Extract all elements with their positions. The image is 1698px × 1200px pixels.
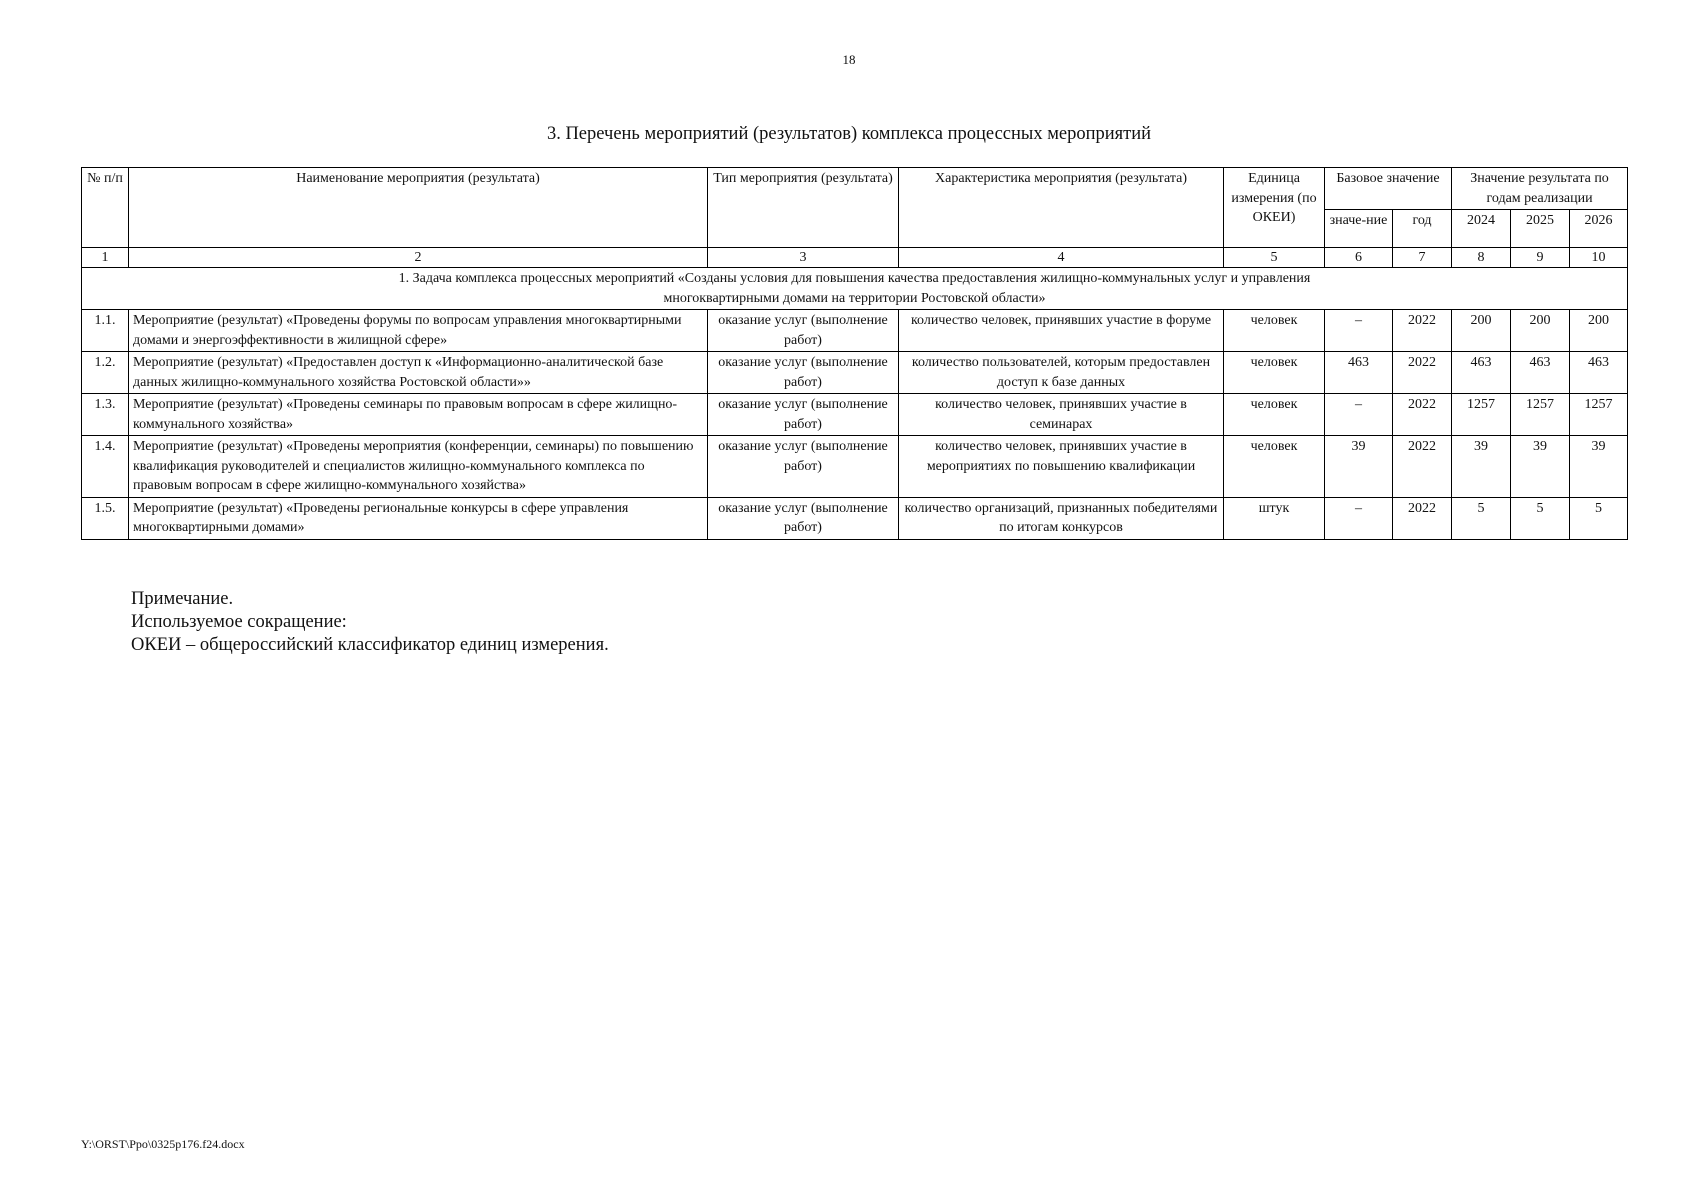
row-value-2024: 5 xyxy=(1452,497,1511,539)
row-base-year: 2022 xyxy=(1393,352,1452,394)
row-base-year: 2022 xyxy=(1393,436,1452,498)
row-base-value: – xyxy=(1325,310,1393,352)
table-header-row xyxy=(82,168,1628,210)
row-characteristic: количество человек, принявших участие в семинарах xyxy=(899,394,1224,436)
column-number: 9 xyxy=(1511,248,1570,268)
page-number: 18 xyxy=(842,52,856,67)
table-row xyxy=(82,497,1628,539)
note-subheading: Используемое сокращение: xyxy=(131,612,347,632)
table-row xyxy=(82,310,1628,352)
header-base-value: значе-ние xyxy=(1325,210,1393,248)
row-value-2024: 39 xyxy=(1452,436,1511,498)
row-type: оказание услуг (выполнение работ) xyxy=(708,497,899,539)
row-base-value: – xyxy=(1325,394,1393,436)
header-2026: 2026 xyxy=(1570,210,1628,248)
section-title: 3. Перечень мероприятий (результатов) комплекса процессных мероприятий xyxy=(546,124,1152,144)
row-num: 1.5. xyxy=(82,497,129,539)
row-characteristic: количество организаций, признанных победителями по итогам конкурсов xyxy=(899,497,1224,539)
header-num: № п/п xyxy=(82,168,129,248)
column-number: 6 xyxy=(1325,248,1393,268)
row-characteristic: количество человек, принявших участие в мероприятиях по повышению квалификации xyxy=(899,436,1224,498)
row-num: 1.3. xyxy=(82,394,129,436)
row-base-value: 463 xyxy=(1325,352,1393,394)
file-path: Y:\ORST\Ppo\0325p176.f24.docx xyxy=(81,1137,245,1151)
row-num: 1.4. xyxy=(82,436,129,498)
row-name: Мероприятие (результат) «Проведены форумы по вопросам управления многоквартирными домами и энергоэффективности в жилищной сфере» xyxy=(129,310,708,352)
row-unit: человек xyxy=(1224,436,1325,498)
row-unit: штук xyxy=(1224,497,1325,539)
row-type: оказание услуг (выполнение работ) xyxy=(708,310,899,352)
row-value-2026: 200 xyxy=(1570,310,1628,352)
row-value-2026: 1257 xyxy=(1570,394,1628,436)
row-value-2024: 200 xyxy=(1452,310,1511,352)
row-num: 1.2. xyxy=(82,352,129,394)
footnote xyxy=(131,588,609,657)
row-value-2025: 463 xyxy=(1511,352,1570,394)
row-value-2025: 200 xyxy=(1511,310,1570,352)
row-name: Мероприятие (результат) «Проведены мероприятия (конференции, семинары) по повышению квалификация руководителей и специалистов жилищно-коммунального комплекса по правовым вопросам в сфере жилищно-коммунального хозяйства» xyxy=(129,436,708,498)
row-base-value: – xyxy=(1325,497,1393,539)
row-value-2024: 1257 xyxy=(1452,394,1511,436)
header-base: Базовое значение xyxy=(1325,168,1452,210)
column-number: 4 xyxy=(899,248,1224,268)
header-base-year: год xyxy=(1393,210,1452,248)
table-row xyxy=(82,352,1628,394)
row-base-year: 2022 xyxy=(1393,497,1452,539)
column-number: 8 xyxy=(1452,248,1511,268)
row-value-2025: 39 xyxy=(1511,436,1570,498)
row-name: Мероприятие (результат) «Проведены семинары по правовым вопросам в сфере жилищно-коммунального хозяйства» xyxy=(129,394,708,436)
task-row xyxy=(82,268,1628,310)
measures-table xyxy=(81,167,1628,540)
row-name: Мероприятие (результат) «Предоставлен доступ к «Информационно-аналитической базе данных жилищно-коммунального хозяйства Ростовской области»» xyxy=(129,352,708,394)
row-characteristic: количество человек, принявших участие в форуме xyxy=(899,310,1224,352)
row-num: 1.1. xyxy=(82,310,129,352)
table-row xyxy=(82,394,1628,436)
row-value-2024: 463 xyxy=(1452,352,1511,394)
row-type: оказание услуг (выполнение работ) xyxy=(708,436,899,498)
row-unit: человек xyxy=(1224,394,1325,436)
header-characteristic: Характеристика мероприятия (результата) xyxy=(899,168,1224,248)
column-number: 2 xyxy=(129,248,708,268)
task-title: 1. Задача комплекса процессных мероприятий «Созданы условия для повышения качества предоставления жилищно-коммунальных услуг и управления многоквартирными домами на территории Ростовской области» xyxy=(82,268,1628,310)
column-number: 5 xyxy=(1224,248,1325,268)
row-value-2025: 1257 xyxy=(1511,394,1570,436)
note-heading: Примечание. xyxy=(131,589,234,609)
header-type: Тип мероприятия (результата) xyxy=(708,168,899,248)
header-2025: 2025 xyxy=(1511,210,1570,248)
column-number: 1 xyxy=(82,248,129,268)
column-number: 10 xyxy=(1570,248,1628,268)
note-abbreviation: ОКЕИ – общероссийский классификатор единиц измерения. xyxy=(131,635,609,655)
row-value-2026: 463 xyxy=(1570,352,1628,394)
column-number-row xyxy=(82,248,1628,268)
row-type: оказание услуг (выполнение работ) xyxy=(708,352,899,394)
column-number: 3 xyxy=(708,248,899,268)
header-name: Наименование мероприятия (результата) xyxy=(129,168,708,248)
row-name: Мероприятие (результат) «Проведены региональные конкурсы в сфере управления многоквартирными домами» xyxy=(129,497,708,539)
table-row xyxy=(82,436,1628,498)
row-base-year: 2022 xyxy=(1393,394,1452,436)
column-number: 7 xyxy=(1393,248,1452,268)
header-unit: Единица измерения (по ОКЕИ) xyxy=(1224,168,1325,248)
header-result: Значение результата по годам реализации xyxy=(1452,168,1628,210)
row-characteristic: количество пользователей, которым предоставлен доступ к базе данных xyxy=(899,352,1224,394)
row-type: оказание услуг (выполнение работ) xyxy=(708,394,899,436)
row-base-year: 2022 xyxy=(1393,310,1452,352)
header-2024: 2024 xyxy=(1452,210,1511,248)
row-value-2026: 39 xyxy=(1570,436,1628,498)
row-value-2025: 5 xyxy=(1511,497,1570,539)
row-base-value: 39 xyxy=(1325,436,1393,498)
row-unit: человек xyxy=(1224,352,1325,394)
row-value-2026: 5 xyxy=(1570,497,1628,539)
row-unit: человек xyxy=(1224,310,1325,352)
